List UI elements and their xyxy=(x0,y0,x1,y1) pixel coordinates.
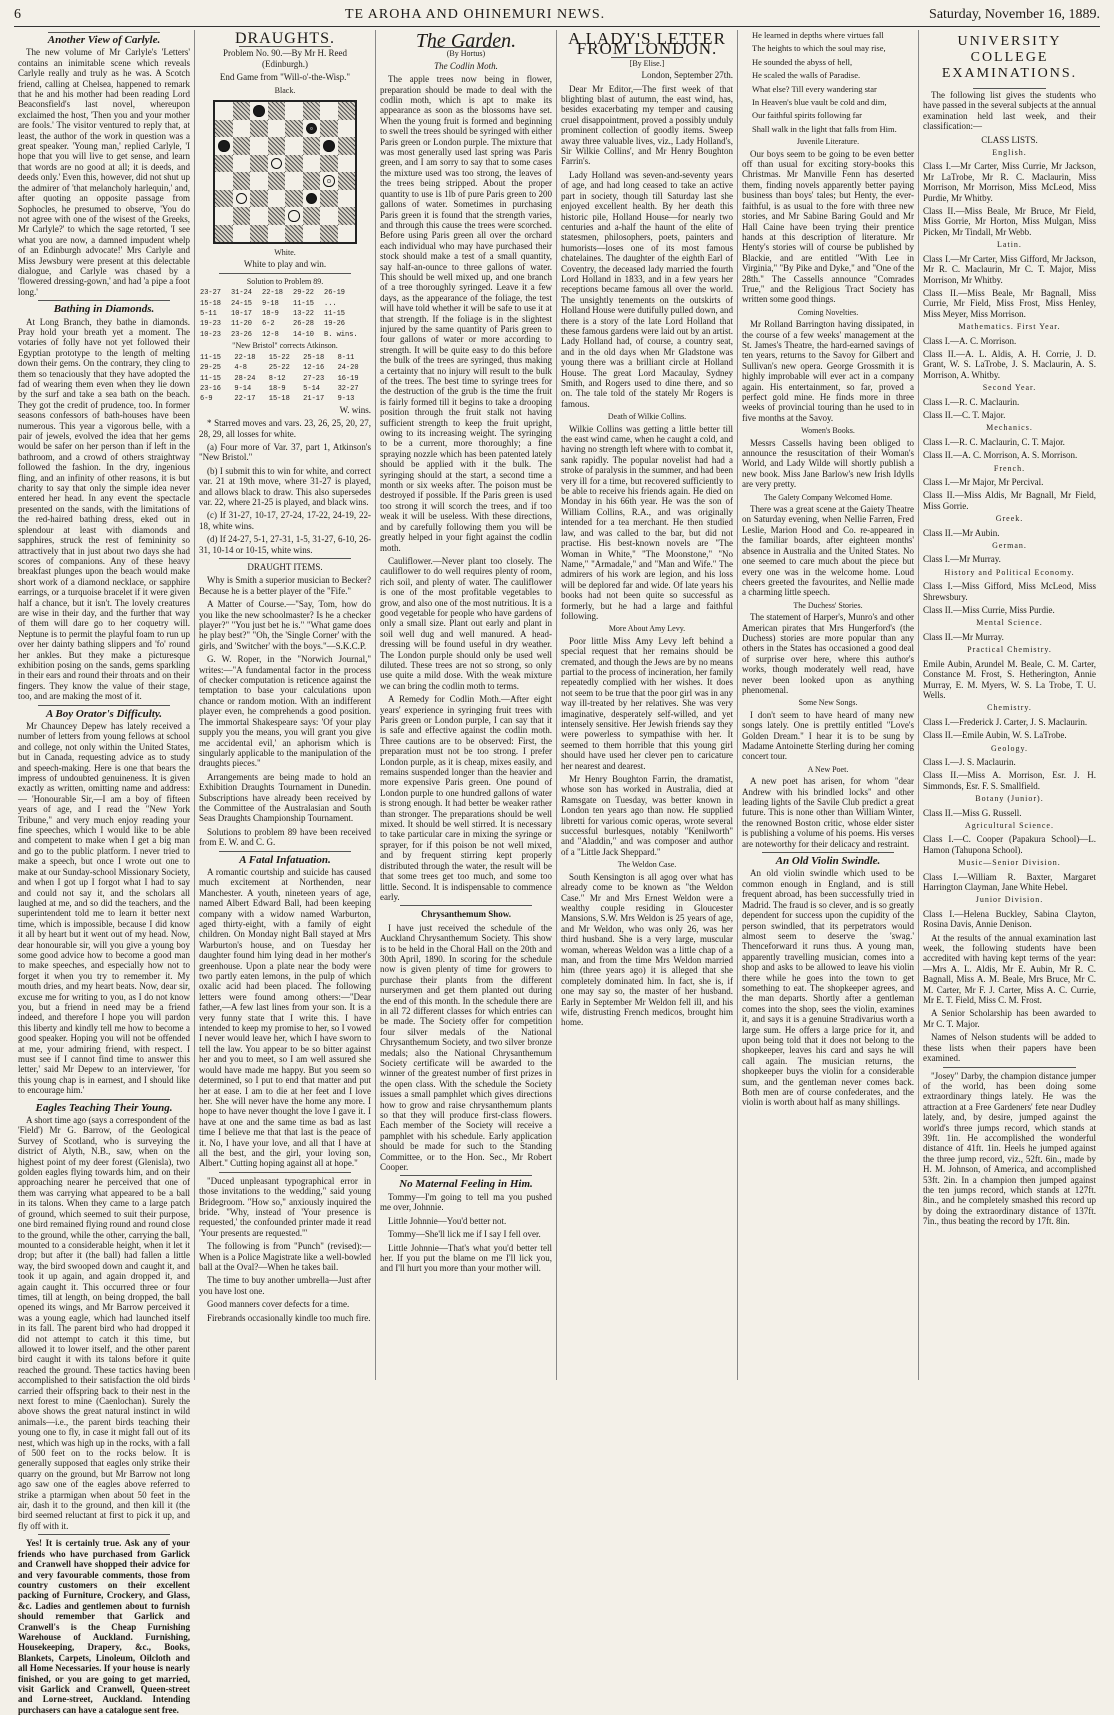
solution-move: 9-13 xyxy=(337,395,355,404)
board-square xyxy=(285,225,303,243)
white-piece xyxy=(288,210,300,222)
board-square xyxy=(268,155,286,173)
item-fife: Why is Smith a superior musician to Becker? Because he is a better player of the "Fife." xyxy=(199,575,371,596)
solution-move: 26-19 xyxy=(324,289,346,298)
draughts-board xyxy=(213,100,357,244)
class-entry: Class I.—Mr Carter, Miss Gifford, Mr Jackson, Mr R. C. Maclaurin, Mr C. T. Major, Miss Morrison, Mr Whitby. xyxy=(923,253,1096,285)
class-entry: Class I.—R. C. Maclaurin. xyxy=(923,396,1020,407)
subject-heading: Latin. xyxy=(997,240,1022,250)
para-songs: I don't seem to have heard of many new songs lately. One is prettily entitled "Love's Golden Dream." I hear it is to be sung by Madame Antoinette Sterling during her coming concert tour. xyxy=(742,709,914,762)
headline-eagles: Eagles Teaching Their Young. xyxy=(35,1101,173,1114)
board-square xyxy=(250,102,268,120)
solution-move: 24-20 xyxy=(337,364,359,373)
solution-row xyxy=(199,374,371,384)
solution-move: 22-18 xyxy=(262,289,284,298)
solution-move: 26-28 xyxy=(293,320,315,329)
item-solutions: Solutions to problem 89 have been received from E. W. and C. G. xyxy=(199,826,371,848)
subhead-songs: Some New Songs. xyxy=(798,698,858,708)
subject-heading: Mathematics. First Year. xyxy=(958,322,1061,332)
solution-move: 24-15 xyxy=(231,299,253,308)
headline-diamonds: Bathing in Diamonds. xyxy=(53,303,155,316)
column-3 xyxy=(376,30,557,1380)
board-square xyxy=(303,120,321,138)
board-square xyxy=(268,102,286,120)
headline-draught-items: DRAUGHT ITEMS. xyxy=(247,562,323,572)
solution-move: 18-9 xyxy=(268,384,286,393)
subhead-new-poet: A New Poet. xyxy=(807,764,849,774)
solution-move: 31-24 xyxy=(231,289,253,298)
note-a: (a) Four more of Var. 37, part 1, Atkinson's "New Bristol." xyxy=(199,441,371,463)
note-starred: * Starred moves and vars. 23, 26, 25, 20, 27, 28, 29, all losses for white. xyxy=(199,418,371,439)
note-d: (d) If 24-27, 5-1, 27-31, 1-5, 31-27, 6-10, 26-31, 10-14 or 10-15, white wins. xyxy=(199,534,371,555)
black-piece xyxy=(306,123,318,135)
class-entry: Class I.—J. S. Maclaurin. xyxy=(923,756,1016,767)
board-square xyxy=(250,155,268,173)
class-entry: Class I.—Helena Buckley, Sabina Clayton, Rosina Davis, Annie Denison. xyxy=(923,908,1096,930)
board-square xyxy=(268,225,286,243)
board-square xyxy=(233,137,251,155)
subject-heading: Music—Senior Division. xyxy=(958,858,1061,868)
solution-move: 23-16 xyxy=(200,384,222,393)
terms-kept: At the results of the annual examination last week, the following students have been accredited with having kept terms of the year:—Mrs A. L. Aldis, Mr E. Aubin, Mr R. C. Bagnall, Miss A. M. Beale, Mrs Bruce, Mr C. M. Carter, Mr F. J. Carter, Miss A. C. Currie, Mr E. T. Field, Miss C. M. Frost. xyxy=(923,932,1096,1006)
solution-move: 11-15 xyxy=(293,299,315,308)
solution-move: 32-27 xyxy=(337,384,359,393)
class-list xyxy=(923,148,1096,930)
headline-codlin-moth: The Codlin Moth. xyxy=(434,60,498,71)
board-square xyxy=(303,172,321,190)
board-square xyxy=(250,172,268,190)
board-square xyxy=(303,155,321,173)
dialogue-4: Little Johnnie—That's what you'd better tell her. If you put the blame on me I'll lick you, and I'll hurt you more than your mother will. xyxy=(380,1242,552,1274)
solution-move: 9-18 xyxy=(262,299,279,308)
subject-heading: Chemistry. xyxy=(987,703,1032,713)
class-entry: Class I.—Mr Carter, Miss Currie, Mr Jackson, Mr LaTrobe, Mr R. C. Maclaurin, Miss Morrison, Mr Morrison, Miss McLeod, Miss Purdie, Mr Whitby. xyxy=(923,161,1096,203)
board-square xyxy=(233,120,251,138)
board-square xyxy=(233,102,251,120)
board-square xyxy=(338,137,356,155)
poem-line: He learned in depths where virtues fall xyxy=(752,30,884,40)
article-darby: "Josey" Darby, the champion distance jumper of the world, has been doing some extraordinary things lately. He was the attraction at a Free Gardeners' fete near Dudley lately, and, by desire, jumped against the world's three jumps record, which stands at 39ft. 1in. He accomplished the wonderful distance of 41ft. 1in. Heels he jumped against the three jump record, viz., 52ft. 6in., made by H. M. Johnson, of America, and accomplished 53ft. 2in. In a champion then jumped against the ten jumps record, which stands at 127ft. 8in., and he completely smashed this record up by doing the extraordinary distance of 137ft. 7in., thus beating the record by 17ft. 8in. xyxy=(923,1070,1096,1227)
poem-line: Shall walk in the light that falls from Him. xyxy=(752,123,897,134)
poem-line: In Heaven's blue vault be cold and dim, xyxy=(752,97,887,108)
board-square xyxy=(338,172,356,190)
poem-line: He scaled the walls of Paradise. xyxy=(752,70,861,81)
solution-move: 5-11 xyxy=(200,310,217,319)
para-gaiety: There was a great scene at the Gaiety Theatre on Saturday evening, when Nellie Farren, Fred Leslie, Marion Hood and Co. re-appeared in the familiar boards, after eighteen months' absence in Australia and the United States. No one seemed to care much about the piece but every one was in the welcome home. Loud cheers greeted the favourites, and Nellie made a charming little speech. xyxy=(742,504,914,598)
solution-row xyxy=(199,363,371,373)
headline-ladys-letter: A LADY'S LETTER FROM LONDON. xyxy=(568,29,726,59)
subhead-class-lists: CLASS LISTS. xyxy=(981,134,1038,145)
article-fatal-infatuation: A romantic courtship and suicide has caused much excitement at Northenden, near Manchester. A youth, nineteen years of age, named Albert Edward Ball, had been keeping company with a widow named Warburton, aged thirty-eight, with a family of eight children. On Monday night Ball stayed at Mrs Warburton's house, and on Tuesday her daughter found him lying dead in her mother's greenhouse. Upon a plate near the body were two partly eaten lemons, in the pulp of which oxalic acid had been placed. The following letters were found among others:—"Dear father,—A few last lines from your son. It is a very funny state that I write this. I have intended to keep my promise to her, so I vowed I never would leave her, which I have sworn to tell the law. You appear to be so bitter against her and you to meet, so I am well assured she would have made me happy. But you seem so determined, so I put to end that matter and put her at ease. I am to die at her feet and I love her. She will never have the home any more. I hope to have never thought the love I gave it. I have at one and the same time as bad as last time I believe me that that last is the peace of it. No, I have your love, and all that I have at all the best, and the girl, your loving son, Albert." Cutting hoping against all at hope." xyxy=(199,866,371,1169)
column-2 xyxy=(195,30,376,1380)
letter-dateline: London, September 27th. xyxy=(641,70,733,81)
dialogue-3: Tommy—She'll lick me if I say I fell over. xyxy=(388,1229,541,1240)
subject-heading: Second Year. xyxy=(982,383,1037,393)
class-entry: Class I.—Miss Gifford, Miss McLeod, Miss Shrewsbury. xyxy=(923,581,1096,602)
solution-move: 18-9 xyxy=(262,310,279,319)
board-square xyxy=(338,120,356,138)
article-carlyle: The new volume of Mr Carlyle's 'Letters' contains an inimitable scene which reveals Carlyle really and truly as he was. A Scotch friend, calling at Chelsea, happened to remark that he and his mother had been reading Lord Beaconsfield's last novel, whereupon exclaimed the host, 'Then you and your mother are fools.' The visitor ventured to reply that, at least, the author of the work in question was a great speaker. 'Young man,' replied Carlyle, 'I hope that you will live to get sense, and learn that words are no good at all; it is deeds, and deeds only.' Even this, however, did not shut up the admirer of 'that melancholy harlequin,' and, after quoting an opposite passage from Sophocles, he presumed to observe, 'You do not agree with one of the wisest of the Greeks, Mr Carlyle?' to which the sage retorted, 'I see what you are now, a damned impudent whelp of an Edinburgh advocate!' Mrs Carlyle and Miss Jewsbury were present at this delectable dialogue, and Carlyle was chased by a 'flowered dressing-gown,' and had 'a pipe a foot long.' xyxy=(18,47,190,297)
para-novelties: Mr Rolland Barrington having dissipated, in the course of a few weeks' management at the St. James's Theatre, the hard-earned savings of ten years, returns to the Savoy for Gilbert and Sullivan's new opera. George Grossmith it is highly improbable will ever act in a company again. His entertainment, so far, proved a perfect gold mine. He finds more in three weeks of provincial touring than he used to in five months at the Savoy. xyxy=(742,319,914,423)
headline-boy-orator: A Boy Orator's Difficulty. xyxy=(45,707,163,720)
headline-draughts: DRAUGHTS. xyxy=(234,30,336,47)
note-b: (b) I submit this to win for white, and correct var. 21 at 19th move, where 31-27 is played, and allows black to draw. This also supersedes var. 22, where 21-25 is played, and black wins. xyxy=(199,465,371,507)
board-square xyxy=(303,190,321,208)
para-new-poet: A new poet has arisen, for whom "dear Andrew with his brindled locks" and other leading lights of the Savile Club predict a great future. This is none other than William Winter, the renowned Boston critic, whose elder sister is publishing a volume of his poems. His verses are noteworthy for their delicacy and restraint. xyxy=(742,776,914,849)
result-white-wins: W. wins. xyxy=(339,404,371,415)
white-piece xyxy=(271,158,283,170)
class-entry: Class I.—Frederick J. Carter, J. S. Maclaurin. xyxy=(923,716,1088,727)
solution-row xyxy=(199,330,371,340)
solution-move: 12-8 xyxy=(262,330,279,339)
board-square xyxy=(268,207,286,225)
class-entry: Class II.—Miss Currie, Miss Purdie. xyxy=(923,605,1055,616)
subject-heading: Greek. xyxy=(995,514,1024,524)
class-entry: Class II.—Miss G. Russell. xyxy=(923,807,1022,818)
board-square xyxy=(268,172,286,190)
article-boy-orator: Mr Chauncey Depew has lately received a number of letters from young fellows at school and college, not only within the United States, but in Canada, requesting advice as to study and speech-making. Here is one that bears the impress of undoubted genuineness. It is given exactly as written, omitting name and address:— 'Honourable Sir,—I am a boy of fifteen years of age, and I read the "New York Tribune," and very much enjoy reading your fine speeches, which I would like to be able and competent to make when I get a big man and go to the public platform. I never tried to make a speech, but once I wrote out one to make at our Sunday-school Missionary Society, and when I got up I forgot what I had to say and could not say it, and the scholars all laughed at me, and so did the teachers, and the superintendent told me to learn it better next time, which is impossible, because I did know it all by heart but it went out of my head. Now, dear honourable sir, will you give a young boy some good advice how to become a good man to make speeches, and especially how not to forget it when you try to remember it. My mouth dries, and my heart beats. Now, dear sir, excuse me for writing to you, as I do not know you, but a friend in need may be a friend indeed, and therefore I hope you will pardon this liberty and kindly tell me how to become a good speaker. Hoping you will not be offended at me, your admiring friend, with respect. I must see if I cannot find time to answer this letter,' said Mr Depew to an interviewer, 'for this young chap is in earnest, and I should like to encourage him.' xyxy=(18,721,190,1096)
board-square xyxy=(268,120,286,138)
advertisement-garlick: Yes! It is certainly true. Ask any of your friends who have purchased from Garlick and Cranwell have shopped their advice for and very favourable comments, those from country customers on their excellent packing of Furniture, Crockery, and Glass, &c. Ladies and gentlemen about to furnish should remember that Garlick and Cranwell's is the Cheap Furnishing Warehouse of Auckland. Furnishing, Housekeeping, Drapery, &c., Books, Blankets, Carpets, Linoleum, Oilcloth and all Home Necessaries. If your house is nearly finished, or you are going to get married, visit Garlick and Cranwell, Queen-street and Lorne-street, Auckland. Intending purchasers can have a catalogue sent free. xyxy=(18,1538,190,1715)
scholarship-note: A Senior Scholarship has been awarded to Mr C. T. Major. xyxy=(923,1008,1096,1029)
poem-line: The heights to which the soul may rise, xyxy=(752,43,886,54)
subhead-wilkie-collins: Death of Wilkie Collins. xyxy=(607,412,687,422)
board-square xyxy=(250,190,268,208)
nelson-note: Names of Nelson students will be added to these lists when their papers have been examined. xyxy=(923,1032,1096,1064)
solution-move: 28-24 xyxy=(234,374,256,383)
solution-move: 15-22 xyxy=(268,353,290,362)
problem-subtitle: End Game from "Will-o'-the-Wisp." xyxy=(219,72,351,83)
solution-move: 15-18 xyxy=(268,395,290,404)
subject-heading: Geology. xyxy=(990,743,1029,753)
class-entry: Class I.—Mr Major, Mr Percival. xyxy=(923,477,1044,487)
exam-intro: The following list gives the students who have passed in the several subjects at the annual examination held last week, and their classification:— xyxy=(923,90,1096,132)
subhead-gaiety: The Galety Company Welcomed Home. xyxy=(763,492,893,502)
masthead-title: TE AROHA AND OHINEMURI NEWS. xyxy=(344,7,606,22)
solution-move: 6-2 xyxy=(262,320,275,329)
board-square xyxy=(320,225,338,243)
board-square xyxy=(303,102,321,120)
class-entry: Class I.—Mr Murray. xyxy=(923,554,1001,565)
solution-move: 9-14 xyxy=(234,384,252,393)
headline-garden: The Garden. xyxy=(415,30,517,52)
class-entry: Class II.—Miss Beale, Mr Bruce, Mr Field, Miss Gorrie, Mr Horton, Miss Mulgan, Miss Picken, Mr Tindall, Mr Webb. xyxy=(923,206,1096,237)
subject-heading: Botany (Junior). xyxy=(975,794,1044,804)
black-piece xyxy=(253,105,265,117)
subject-heading: Agricultural Science. xyxy=(965,820,1054,830)
solution-move: 21-17 xyxy=(303,395,325,404)
board-square xyxy=(303,207,321,225)
solution-move: 11-20 xyxy=(231,320,253,329)
board-square xyxy=(233,172,251,190)
board-square xyxy=(250,137,268,155)
board-label-white: White. xyxy=(274,248,296,258)
solution-move: 4-8 xyxy=(234,364,247,373)
article-remedy: A Remedy for Codlin Moth.—After eight years' experience in syringing fruit trees with Paris green or London purple, I can say that it is safe and effective against the codlin moth. Three cautions are to be observed: First, the preparation must not be too strong. I prefer London purple, as it is cheap, mixes easily, and remains suspended longer than the heavier and more expensive Paris green. One pound of London purple to one hundred gallons of water is strong enough. It had better be weaker rather than stronger. The preparations should be well mixed. It should be well stirred. It is necessary to take particular care in mixing the syringe or sprayer, for if this poison be not well mixed, and by frequent stirring kept properly distributed through the water, the result will be that some trees get too much, and some too little. Second. It is indispensable to commence early. xyxy=(380,694,552,902)
solution-move: 27-23 xyxy=(303,374,325,383)
board-square xyxy=(320,155,338,173)
solution-move: 14-10 xyxy=(293,330,315,339)
solution-move: 16-19 xyxy=(337,374,359,383)
poem-line: What else? Till every wandering star xyxy=(752,83,877,94)
solution-row xyxy=(199,309,371,319)
article-eagles: A short time ago (says a correspondent of the 'Field') Mr G. Barrow, of the Geological Survey of Scotland, who is surveying the district of Alyth, N.B., saw, when on the highest point of my deer forest (Glenisla), two golden eagles flying towards him, and on their approaching nearer he perceived that one of them was carrying what appeared to be a ball in its talons. When they came to a large patch of ground, which seemed to suit their purpose, one bird remained flying round and round close to the ground, while the other, carrying the ball, mounted to a considerable height, when it let it drop; but after it (the ball) had fallen a little way, the bird swooped down and caught it, and took it up again, and again dropped it, and again caught it. This occurred three or four times, till at length, on being dropped, the ball opened its wings, and Mr Barrow perceived it was a young eagle, which had launched itself in its fall. The parent bird who had dropped it did not attempt to catch it this time, but allowed it to lower itself, and the other parent bird caught it with its talons before it quite reached the ground. These tactics having been accomplished to their satisfaction the old birds carried their offspring back to their nest in the next forest to mine (Caenlochan). Surely the above shows the great natural instinct in wild animals—i.e., the parent birds teaching their young one to fly, in case it might fall out of its nest, which was high up in the rocks, with a fall of 500 feet on to the rocks below. It is generally supposed that eagles only strike their quarry on the ground, but Mr Barrow not long ago saw one of the eagles above referred to strike a ptarmigan when about 50 feet in the air, dash it to the ground, and then kill it (the bird seemed reluctant at first to pick it up, and fly off with it. xyxy=(18,1115,190,1531)
solution-move: 5-14 xyxy=(303,384,320,393)
class-entry: Class I.—R. C. Maclaurin, C. T. Major. xyxy=(923,436,1065,447)
subject-heading: German. xyxy=(992,541,1027,551)
item-matter-of-course: A Matter of Course.—"Say, Tom, how do you like the new schoolmaster? Is he a checker player?" "You just bet he is." "What game does he play best?" "Oh, the 'Single Corner' with the girls, and 'Switcher' with the boys."—S.K.C.P. xyxy=(199,599,371,651)
solution-move: 23-27 xyxy=(200,289,222,298)
correction-note: "New Bristol" corrects Atkinson. xyxy=(232,341,338,351)
subject-heading: Mechanics. xyxy=(986,423,1033,433)
board-square xyxy=(285,172,303,190)
board-square xyxy=(215,102,233,120)
board-square xyxy=(250,225,268,243)
board-square xyxy=(320,137,338,155)
dialogue-2: Little Johnnie—You'd better not. xyxy=(388,1215,507,1226)
board-square xyxy=(303,137,321,155)
solution-row xyxy=(199,394,371,404)
solution-move: 11-15 xyxy=(200,374,222,383)
board-square xyxy=(320,120,338,138)
solution-move: 10-23 xyxy=(200,330,222,339)
subhead-novelties: Coming Novelties. xyxy=(797,307,859,317)
class-entry: Class II.—Miss Beale, Mr Bagnall, Miss Currie, Mr Field, Miss Frost, Miss Henley, Miss Meyer, Miss Morrison. xyxy=(923,287,1096,319)
board-square xyxy=(338,102,356,120)
class-entry: Class II.—Miss A. Morrison, Esr. J. H. Simmonds, Esr. F. S. Smallfield. xyxy=(923,770,1096,791)
letter-para-1: Dear Mr Editor,—The first week of that blighting blast of autumn, the east wind, has, besides exacerbating my temper and causing cruel disappointment, proved a possibly unduly prominent collection of goodly items. Sweep away three valuable lives, viz., Lady Holland's, Sir Wilkie Collins', and Mr Henry Boughton Farrin's. xyxy=(561,83,733,167)
solution-move: 10-17 xyxy=(231,310,253,319)
board-square xyxy=(233,225,251,243)
joke-wedding: "Duced unpleasant typographical error in those invitations to the wedding," said young Bridegroom. "How so," anxiously inquired the bride. "Why, instead of 'Your presence is requested,' the confounded printer made it read 'Your presents are requested.'" xyxy=(199,1175,371,1238)
letter-para-2: Lady Holland was seven-and-seventy years of age, and had long ceased to take an active part in society, though till Saturday last she enjoyed excellent health. By her death this historic pile, Holland House—for nearly two centuries and a-half the haunt of the elite of statesmen, philosophers, poets, painters and humorists—loses one of its most famous chatelaines. The daughter of the eighth Earl of Coventry, the deceased lady married the fourth Lord Holland in 1833, and in a few years her receptions became famous all over the world. The unsightly tenements on the outskirts of Holland House were dutifully pulled down, and there is a story of the late Lord Holland that these famous gardens were laid out by an artist. Lady Holland had, of course, a country seat, and in the old days when Mr Gladstone was young there was a brilliant circle at Holland House. The great Lord Macaulay, Sydney Smith, and Rogers used to dine there, and so on. The tale told of the stately Mr Rogers is famous. xyxy=(561,169,733,409)
item-roper: G. W. Roper, in the "Norwich Journal," writes:—"A fundamental factor in the process of checker computation is reticence against the temptation to base your calculations upon chance or random motion. With an indifferent player even, he comprehends a good position. The immortal Shakespeare says: 'Of your play supply you the means, you will grant you give me accidental evil,' an aphorism which is singularly applicable to the manipulation of the draughts pieces." xyxy=(199,654,371,769)
para-juvenile: Our boys seem to be going to be even better off than usual for exciting story-books this Christmas. Mr Manville Fenn has deserted them, finding novels apparently better paying business than boys' tales; but Henty, the ever-faithful, is as usual to the fore with three new stories, and Mr Sabine Baring Gould and Mr Hall Caine have been trying their prentice hands at this description of literature. Mr Henty's stories will of course be published by Blackie, and are entitled "With Lee in Virginia," "By Pike and Dyke," and "One of the 28th." The Cassells announce "Comrades True," and the Religious Tract Society has written some good things. xyxy=(742,148,914,305)
solution-move: 22-17 xyxy=(234,395,256,404)
solution-move: 13-22 xyxy=(293,310,315,319)
article-violin-swindle: An old violin swindle which used to be common enough in England, and is still frequent abroad, has been successfully tried in Madrid. The fraud is so clever, and is so greatly dependent for success upon the cupidity of the person swindled, that its perpetrators would almost seem to deserve the 'swag.' Thenceforward it runs thus. A young man, apparently travelling musician, comes into a shop and asks to be allowed to leave his violin there while he goes into the town to get something to eat. The shopkeeper agrees, and the man departs. Shortly after a gentleman comes into the shop, sees the violin, examines it, and says it is a genuine Stradivarius worth a large sum. He offers a large price for it, and upon being told that it does not belong to the shopkeeper, leaves his card and says he will call again. The musician returns, the shopkeeper buys the violin for a considerable sum, and the gentleman never comes back. Both men are of course confederates, and the violin is worth about half as many shillings. xyxy=(742,868,914,1108)
headline-violin-swindle: An Old Violin Swindle. xyxy=(775,855,881,868)
board-square xyxy=(338,225,356,243)
dialogue-1: Tommy—I'm going to tell ma you pushed me over, Johnnie. xyxy=(380,1191,552,1213)
board-square xyxy=(268,137,286,155)
article-cauliflower: Cauliflower.—Never plant too closely. The cauliflower to do well requires plenty of room, rich soil, and plenty of water. The cauliflower is one of the most profitable vegetables to grow, and also one of the most nutritious. It is a good vegetable for people who have gardens of only a small size. Plant out early and plant in soil well dug and well manured. A head-dressing will be found useful in dry weather. The London purple should only be used well diluted. These trees are not so strong, so only use quite a mild dose. With the weak mixture we can bring the codlin moth to terms. xyxy=(380,555,552,691)
board-square xyxy=(285,137,303,155)
board-square xyxy=(250,207,268,225)
subject-heading: Mental Science. xyxy=(976,618,1043,628)
class-entry: Class II.—C. T. Major. xyxy=(923,409,1006,420)
class-entry: Class II.—Miss Aldis, Mr Bagnall, Mr Field, Miss Gorrie. xyxy=(923,490,1096,511)
black-piece xyxy=(218,140,230,152)
solution-move: 8-12 xyxy=(268,374,286,383)
solution-row xyxy=(199,299,371,309)
class-entry: Class II.—Mr Aubin. xyxy=(923,527,1000,538)
board-label-black: Black. xyxy=(274,85,296,95)
class-entry: Class II.—A. L. Aldis, A. H. Corrie, J. D. Grant, W. S. LaTrobe, J. S. Maclaurin, A. S. Morrison, A. Whitby. xyxy=(923,348,1096,380)
board-square xyxy=(250,120,268,138)
class-entry: Class I.—A. C. Morrison. xyxy=(923,335,1017,346)
solution-move: 8-11 xyxy=(337,353,355,362)
class-entry: Class I.—William R. Baxter, Margaret Harrington Clayman, Jane White Hebel. xyxy=(923,871,1096,892)
board-square xyxy=(303,225,321,243)
solution-move: 29-25 xyxy=(200,364,222,373)
headline-carlyle: Another View of Carlyle. xyxy=(47,34,161,46)
joke-punch: The following is from "Punch" (revised):—When is a Police Magistrate like a well-bowled ball at the Oval?—When he takes bail. xyxy=(199,1241,371,1272)
subhead-juvenile: Juvenile Literature. xyxy=(796,137,860,147)
joke-manners: Good manners cover defects for a time. xyxy=(207,1299,350,1310)
subject-heading: Junior Division. xyxy=(975,895,1044,905)
class-entry: Class I.—C. Cooper (Papakura School)—L. Hamon (Tahupona School). xyxy=(923,834,1096,855)
para-duchess: The statement of Harper's, Munro's and other American pirates that Mrs Hungerford's (the Duchess) stories are more popular than any others in the States has occasioned a good deal of surprise over here, where this author's works, though moderately well read, have never been looked upon as anything phenomenal. xyxy=(742,612,914,695)
board-square xyxy=(233,207,251,225)
solution-move: 25-18 xyxy=(303,353,325,362)
subject-heading: English. xyxy=(992,148,1027,158)
joke-firebrands: Firebrands occasionally kindle too much fire. xyxy=(207,1312,371,1323)
black-piece xyxy=(306,193,318,205)
class-entry: Class II.—A. C. Morrison, A. S. Morrison. xyxy=(923,450,1078,461)
article-codlin-moth: The apple trees now being in flower, preparation should be made to deal with the codlin moth, which is apt to make its appearance as soon as the blossoms have set. When the young fruit is formed and beginning to swell the trees should be syringed with either Paris green or London purple. The mixture that was most generally used last spring was Paris green, and I am sorry to say that to some cases the mixture used was too strong, the leaves of the trees being stripped. About the proper quantity to use is 1lb of pure Paris green to 200 gallons of water. Sometimes in purchasing Paris green it is found that the strength varies, and through this cause the trees were scorched. Before using Paris green all over the orchard each individual who may have purchased their stock should make a test of a small quantity, say half-an-ounce to three gallons of water. This should be well mixed up, and one branch of a tree thoroughly syringed. Leave it a few days, as the appearance of the foliage, the test will have told whether it will be safe to use it at that strength. If the foliage is in the slightest injured by the same quantity of Paris green to four gallons of water or more according to strength. It will be quite easy to do this before the bulk of the trees are syringed, thus making a certainty that no injury will result to the bulk of the trees. The best time to syringe trees for the destruction of the grub is the time the fruit is fairly formed till it begins to take a drooping position through the fruit stalk not having sufficient strength to keep the fruit upright, owing to its increasing weight. The syringing to be a current, more thoroughly; a fine spraying nozzle which has been patented lately should be applied with it the bulk. The syringing should at the start, a second time a month or six weeks after. The poison must be destroyed if possible. If the Paris green is used too strong it will scorch the trees, and if too weak it will be useless. With these directions, and by carefully following them you will be greatly helped in your fight against the codlin moth. xyxy=(380,74,552,553)
board-caption: White to play and win. xyxy=(243,259,327,270)
para-womens-books: Messrs Cassells having been obliged to announce the resuscitation of their Woman's World, and Lady Wilde will shortly publish a new book. Miss Jane Barlow's new Irish Idylls are very pretty. xyxy=(742,437,914,490)
solution-row xyxy=(199,384,371,394)
solution-move: 29-22 xyxy=(293,289,315,298)
column-6 xyxy=(919,30,1100,1380)
board-square xyxy=(320,102,338,120)
headline-chrysanthemum: Chrysanthemum Show. xyxy=(420,909,512,920)
solution-row xyxy=(199,288,371,298)
board-square xyxy=(285,102,303,120)
issue-date: Saturday, November 16, 1889. xyxy=(929,7,1100,22)
column-4 xyxy=(557,30,738,1380)
item-tournament: Arrangements are being made to hold an Exhibition Draughts Tournament in Dunedin. Subscriptions have already been received by the Committee of the Australasian and South Seas Draughts Championship Tournament. xyxy=(199,771,371,824)
board-square xyxy=(320,207,338,225)
solution-move: ... xyxy=(324,299,337,308)
letter-para-5: Mr Henry Boughton Farrin, the dramatist, whose son has worked in Australia, died at Ramsgate on Tuesday, was better known in London ten years ago than now. He supplied libretti for various comic operas, wrote several successful burlesques, notably "Kenilworth" and "Aladdin," and was composer and author of a "Little Jack Sheppard." xyxy=(561,774,733,857)
solution-move: 19-23 xyxy=(200,320,222,329)
article-diamonds: At Long Branch, they bathe in diamonds. Pray hold your breath yet a moment. The votaries of folly have not yet followed their Egyptian prototype to the length of melting down their gems. On the contrary, they cling to them so tenaciously that they have adopted the fad of wearing them even when they lie down by the surf and take a sea bath on the beach. They got the credit of prudence, too. In former seasons confessors of bath-houses have been numerous. This year a vigorous belle, with a pair of jewels, evolved the idea that her gems would be safer on her person than if left in the bathroom, and a crowd of others straightway followed the fashion. In the dry, ingenious fling, and an infinity of other reasons, it is but charity to say that only the simple idea never entered her head. In any event the spectacle presented on the sands, with the limitations of the red-haired bathing dress, eked out in splendour at least with diamonds and sapphires, struck the rest of femininity so attractively that in just about two days she had scores of companions. Any of these heavy breakfast plunges upon the beach would make short work of a diamond necklace, or sapphire earrings, or a turquoise bracelet if it were given half a chance, but it isn't. The lovely creatures are wise in their day, and the further that way of them will dare go to her coquetry will. Neptune is to permit the playful foam to run up over her dainty bathing slippers and 'fo' round her ankles. But they make a picturesque exhibition posing on the sands, gems sparkling in their ears and round their throats and on their fingers. They know the value of their stage, too, and are making the most of it. xyxy=(18,316,190,702)
solution-move: 25-22 xyxy=(268,364,290,373)
subject-heading: French. xyxy=(993,463,1026,473)
solution-row xyxy=(199,353,371,363)
board-square xyxy=(215,207,233,225)
solution-title: Solution to Problem 89. xyxy=(246,276,324,286)
solution-move: 22-18 xyxy=(234,353,256,362)
board-square xyxy=(338,207,356,225)
column-1 xyxy=(14,30,195,1715)
board-square xyxy=(215,155,233,173)
poem-stanza xyxy=(742,30,914,134)
board-square xyxy=(285,155,303,173)
white-piece xyxy=(323,175,335,187)
subhead-duchess: The Duchess' Stories. xyxy=(793,600,863,610)
board-square xyxy=(285,190,303,208)
joke-umbrella: The time to buy another umbrella—Just after you have lost one. xyxy=(199,1275,371,1296)
garden-byline: (By Hortus) xyxy=(446,49,486,59)
solution-table xyxy=(199,288,371,340)
board-square xyxy=(215,137,233,155)
solution-move: 19-26 xyxy=(324,320,346,329)
letter-para-3: Wilkie Collins was getting a little better till the east wind came, when he caught a cold, and having no strength left where with to combat it, sank rapidly. The popular novelist had had a stroke of paralysis in the summer, and had been very ill for a time, but recovered sufficiently to be able to receive his friends again. He died on Monday in his 66th year. He was the son of William Collins, R.A., and was originally intended for a tea merchant. He then studied law, and was called to the bar, but did not practise. His best-known novels are "The Woman in White," "The Moonstone," "No Name," "Armadale," and "Man and Wife." The admirers of his work are legion, and his loss will be deplored far and wide. Of late years his books had not been quite so successful as formerly, but he had a large and faithful following. xyxy=(561,423,733,621)
class-entry: Class II.—Emile Aubin, W. S. LaTrobe. xyxy=(923,730,1067,741)
board-square xyxy=(338,155,356,173)
board-square xyxy=(215,120,233,138)
board-square xyxy=(320,172,338,190)
headline-university: UNIVERSITY COLLEGE EXAMINATIONS. xyxy=(941,34,1078,81)
problem-title: Problem No. 90.—By Mr H. Reed (Edinburgh.) xyxy=(223,48,347,69)
solution-move: 23-26 xyxy=(231,330,253,339)
subject-heading: Practical Chemistry. xyxy=(967,645,1052,655)
subhead-womens-books: Women's Books. xyxy=(801,426,855,436)
solution-move: 11-15 xyxy=(324,310,346,319)
subject-heading: History and Political Economy. xyxy=(944,567,1075,577)
poem-line: He sounded the abyss of hell, xyxy=(752,56,853,67)
board-square xyxy=(338,190,356,208)
solution-move: 11-15 xyxy=(200,353,222,362)
solution-move: 15-18 xyxy=(200,299,222,308)
solution-move: B. wins. xyxy=(324,330,358,339)
subhead-amy-levy: More About Amy Levy. xyxy=(608,624,686,634)
letter-para-6: South Kensington is all agog over what has already come to be known as "the Weldon Case." Mr and Mrs Ernest Weldon were a wealthy couple residing in Gloucester Mansions, S.W. Mrs Weldon is 25 years of age, and Mr Weldon, who was only 26, was her third husband. She is a very large, muscular woman, whereas Weldon was a little chap of a man, and from the time Mrs Weldon married him (three years ago) it is alleged that she completely dominated him. In fact, she is, if one may say so, the master of her husband. Early in September Mr Weldon fell ill, and his wife, distrusting French medicos, brought him home. xyxy=(561,871,733,1028)
class-entry: Emile Aubin, Arundel M. Beale, C. M. Carter, Constance M. Frost, S. Hetherington, Annie Murray, E. M. Myers, W. S. La Trobe, T. U. Wells. xyxy=(923,658,1096,700)
board-square xyxy=(215,190,233,208)
black-piece xyxy=(323,140,335,152)
page-header xyxy=(14,4,1100,27)
class-entry: Class II.—Mr Murray. xyxy=(923,631,1004,642)
solution-table-2 xyxy=(199,353,371,405)
solution-row xyxy=(199,319,371,329)
poem-line: Our faithful spirits following far xyxy=(752,110,863,121)
letter-byline: [By Elise.] xyxy=(629,58,665,68)
solution-move: 12-16 xyxy=(303,364,325,373)
board-square xyxy=(285,120,303,138)
board-square xyxy=(233,155,251,173)
board-square xyxy=(215,172,233,190)
board-square xyxy=(215,225,233,243)
board-square xyxy=(233,190,251,208)
headline-fatal-infatuation: A Fatal Infatuation. xyxy=(239,853,331,866)
board-square xyxy=(320,190,338,208)
white-piece xyxy=(236,193,248,205)
subhead-weldon: The Weldon Case. xyxy=(617,860,677,870)
solution-move: 6-9 xyxy=(200,395,213,404)
headline-maternal: No Maternal Feeling in Him. xyxy=(399,1178,533,1191)
board-square xyxy=(268,190,286,208)
board-square xyxy=(285,207,303,225)
note-c: (c) If 31-27, 10-17, 27-24, 17-22, 24-19, 22-18, white wins. xyxy=(199,510,371,531)
page-number: 6 xyxy=(14,7,21,22)
article-chrysanthemum: I have just received the schedule of the Auckland Chrysanthemum Society. This show is to be held in the Choral Hall on the 20th and 30th April, 1890. In scoring for the schedule now is given plenty of time for growers to purchase their plants from the different nurserymen and get them planted out during the end of this month. In the schedule there are in all 72 different classes for which entries can be made. The Society offer for competition four silver medals of the National Chrysanthemum Society, and two silver bronze medals; also the National Chrysanthemum Society certificate will be awarded to the winner of the greatest number of first prizes in the open class. With the schedule the Society issues a small pamphlet which gives directions how to grow and raise chrysanthemum plants so that they will produce first-class flowers. Each member of the Society will receive a pamphlet with his schedule. Early application should be made for such to the Standing Committee, or to the Hon. Sec., Mr Robert Cooper. xyxy=(380,922,552,1173)
column-5 xyxy=(738,30,919,1380)
letter-para-4: Poor little Miss Amy Levy left behind a special request that her remains should be cremated, and though the Jews are by no means partial to the process of incineration, her family repeatedly complied with her wishes. It does not seem to be true that the poor girl was in any way ill-treated by her relatives. She was very imaginative, desperately self-willed, and yet intensely sensitive. Her Jewish friends say they were powerless to sympathise with her. It seemed to them horrible that this young girl should have used her clever pen to caricature her nearest and dearest. xyxy=(561,635,733,771)
